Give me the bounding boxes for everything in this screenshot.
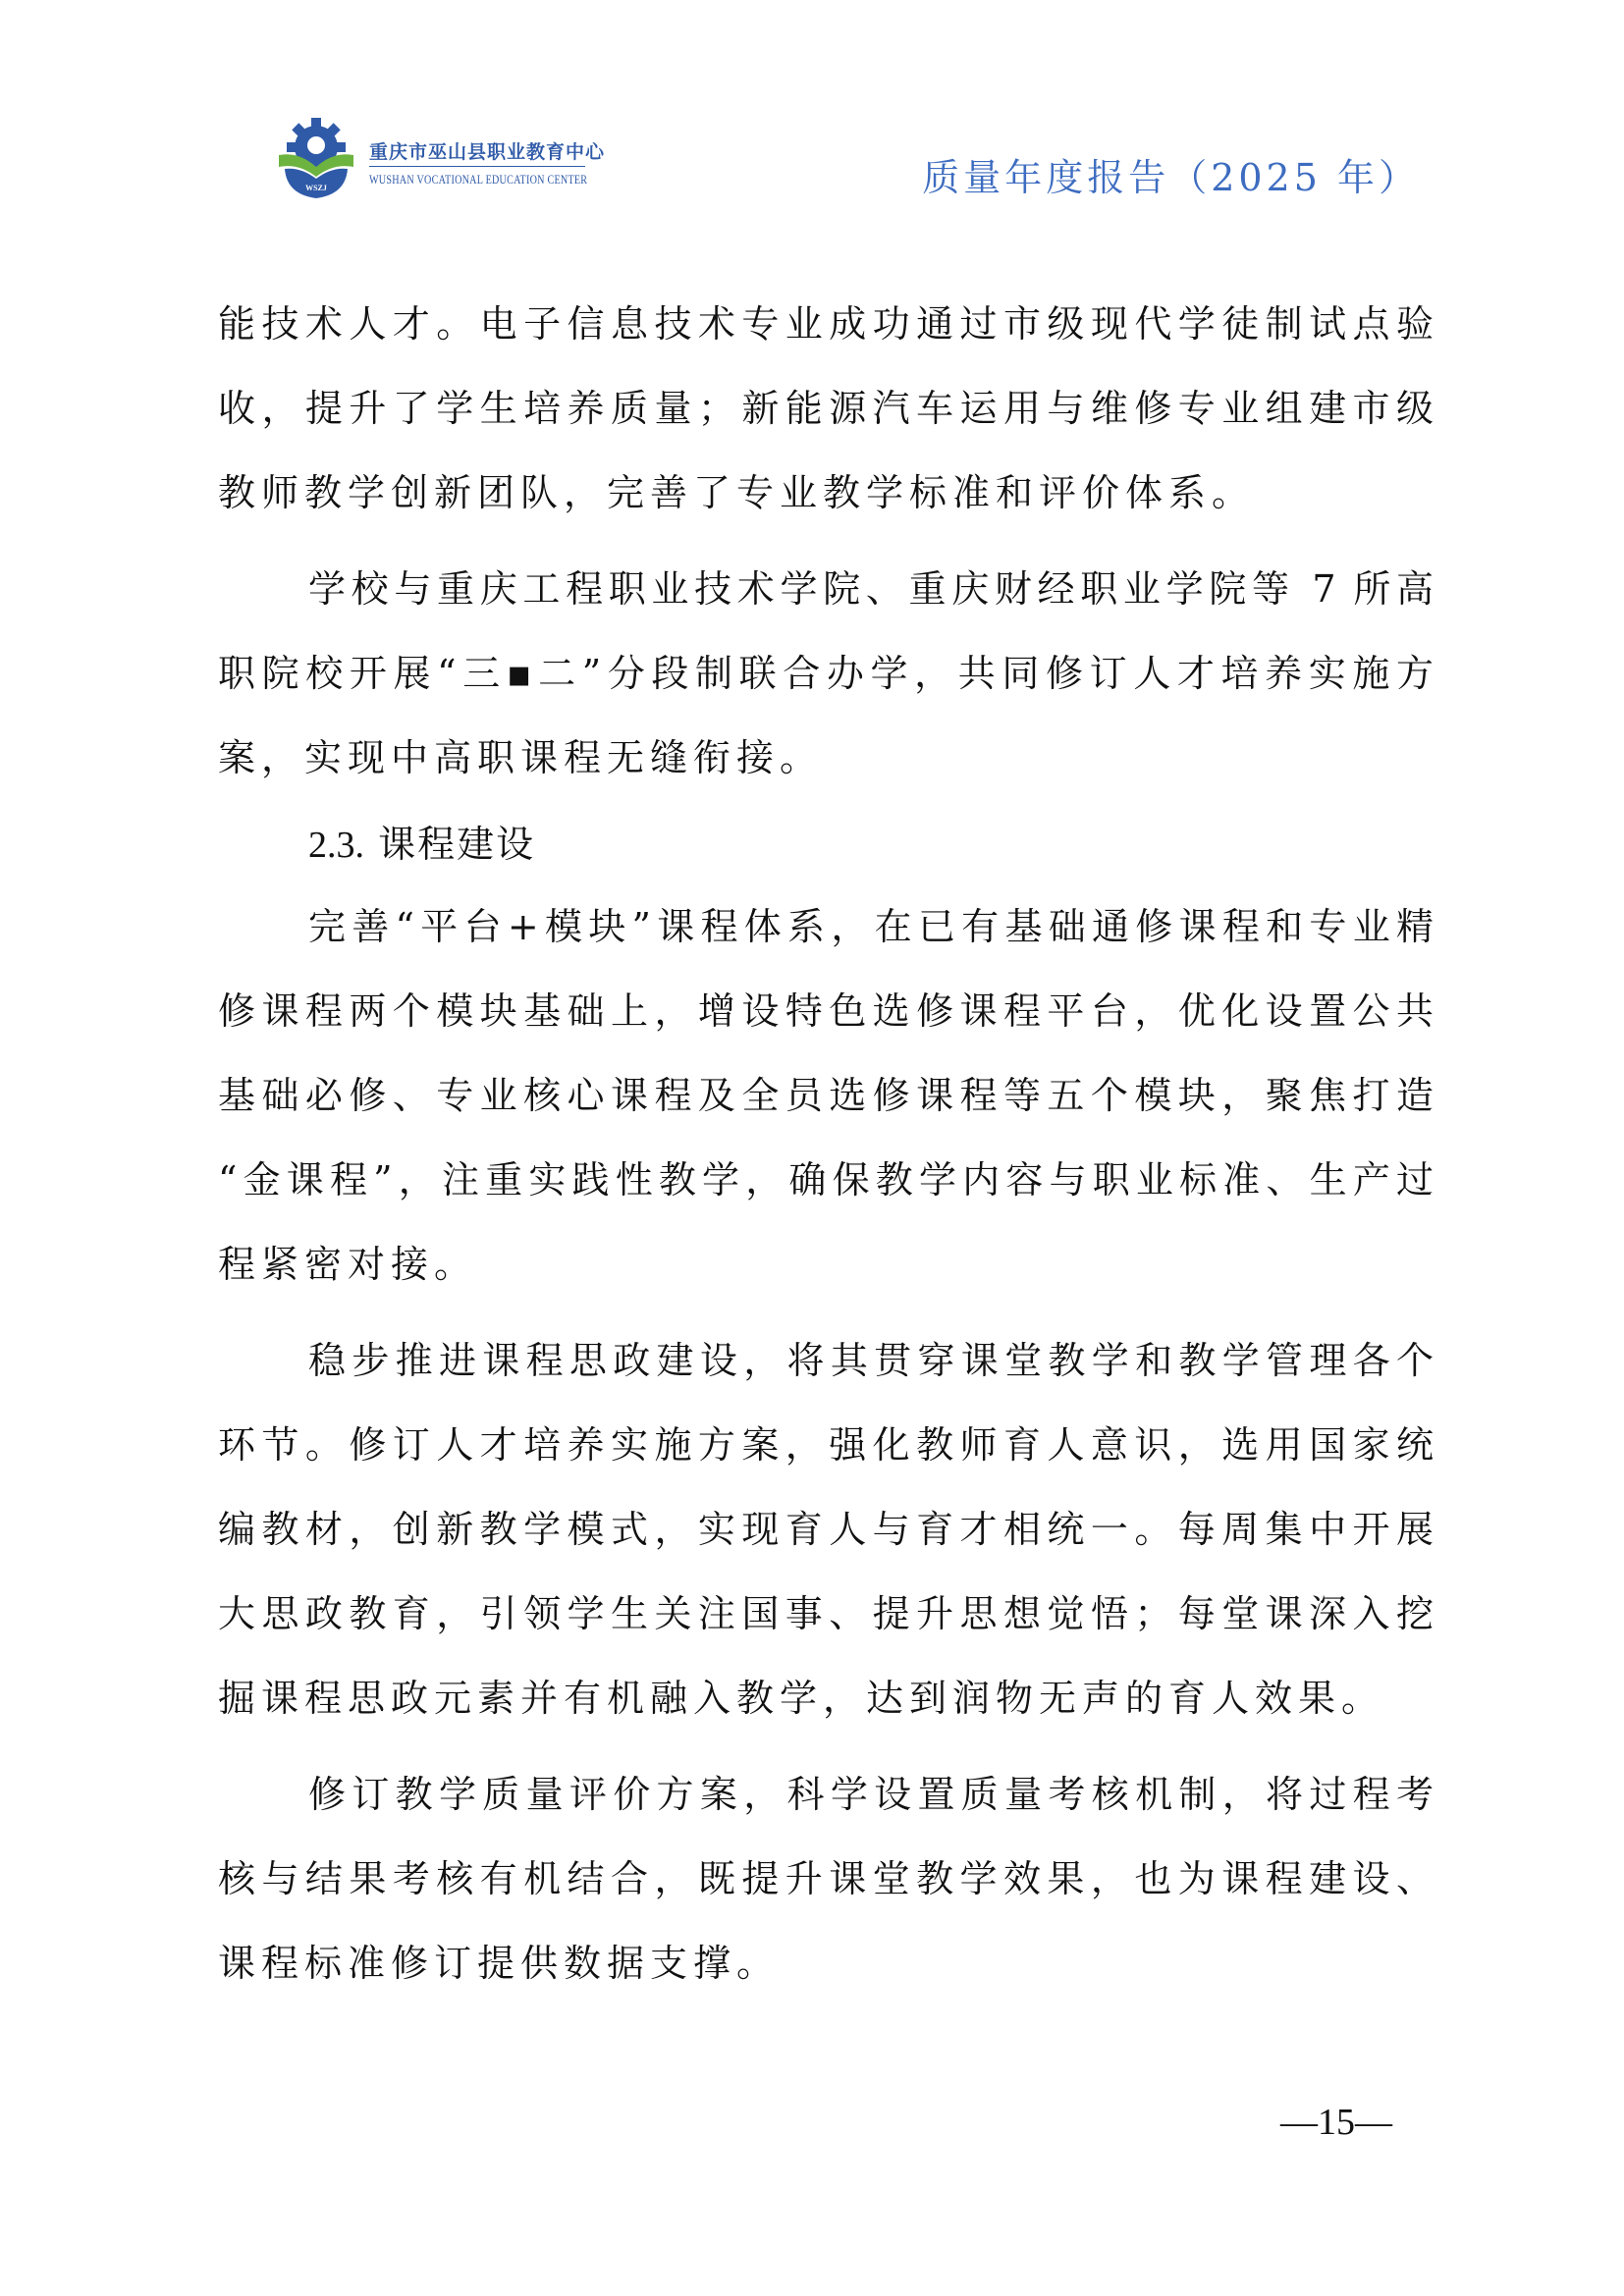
section-title: 课程建设 xyxy=(378,823,536,866)
text-line: 课程标准修订提供数据支撑。 xyxy=(218,1942,781,1985)
text-line: 稳步推进课程思政建设，将其贯穿课堂教学和教学管理各个 xyxy=(308,1339,1434,1382)
section-number: 2.3. xyxy=(308,825,364,866)
text-line: 编教材，创新教学模式，实现育人与育才相统一。每周集中开展 xyxy=(218,1508,1434,1551)
text-line: 修订教学质量评价方案，科学设置质量考核机制，将过程考 xyxy=(308,1773,1434,1816)
logo-divider xyxy=(369,166,585,167)
text-line: 基础必修、专业核心课程及全员选修课程等五个模块，聚焦打造 xyxy=(218,1074,1434,1117)
school-name-en: WUSHAN VOCATIONAL EDUCATION CENTER xyxy=(369,172,588,187)
section-heading xyxy=(308,815,535,874)
text-line: 案，实现中高职课程无缝衔接。 xyxy=(218,736,824,779)
svg-text:WSZJ: WSZJ xyxy=(305,184,327,192)
report-title: 质量年度报告（2025 年） xyxy=(922,156,1420,199)
text-line: 学校与重庆工程职业技术学院、重庆财经职业学院等 7 所高 xyxy=(308,567,1434,611)
text-line: 能技术人才。电子信息技术专业成功通过市级现代学徒制试点验 xyxy=(218,302,1434,346)
text-line: 核与结果考核有机结合，既提升课堂教学效果，也为课程建设、 xyxy=(218,1857,1434,1900)
school-logo xyxy=(271,112,606,202)
text-line: “金课程”，注重实践性教学，确保教学内容与职业标准、生产过 xyxy=(218,1158,1434,1201)
page-number: —15— xyxy=(1280,2102,1392,2143)
text-line: 完善“平台+模块”课程体系，在已有基础通修课程和专业精 xyxy=(308,905,1434,948)
text-line: 大思政教育，引领学生关注国事、提升思想觉悟；每堂课深入挖 xyxy=(218,1592,1434,1635)
school-name-cn: 重庆市巫山县职业教育中心 xyxy=(369,141,606,163)
gear-book-emblem-icon xyxy=(271,112,361,202)
text-line: 环节。修订人才培养实施方案，强化教师育人意识，选用国家统 xyxy=(218,1423,1434,1467)
text-line: 程紧密对接。 xyxy=(218,1243,478,1286)
text-line: 教师教学创新团队，完善了专业教学标准和评价体系。 xyxy=(218,471,1256,514)
text-line: 职院校开展“三▪二”分段制联合办学，共同修订人才培养实施方 xyxy=(218,652,1434,695)
text-line: 收，提升了学生培养质量；新能源汽车运用与维修专业组建市级 xyxy=(218,387,1434,430)
text-line: 修课程两个模块基础上，增设特色选修课程平台，优化设置公共 xyxy=(218,989,1434,1033)
text-line: 掘课程思政元素并有机融入教学，达到润物无声的育人效果。 xyxy=(218,1677,1385,1720)
